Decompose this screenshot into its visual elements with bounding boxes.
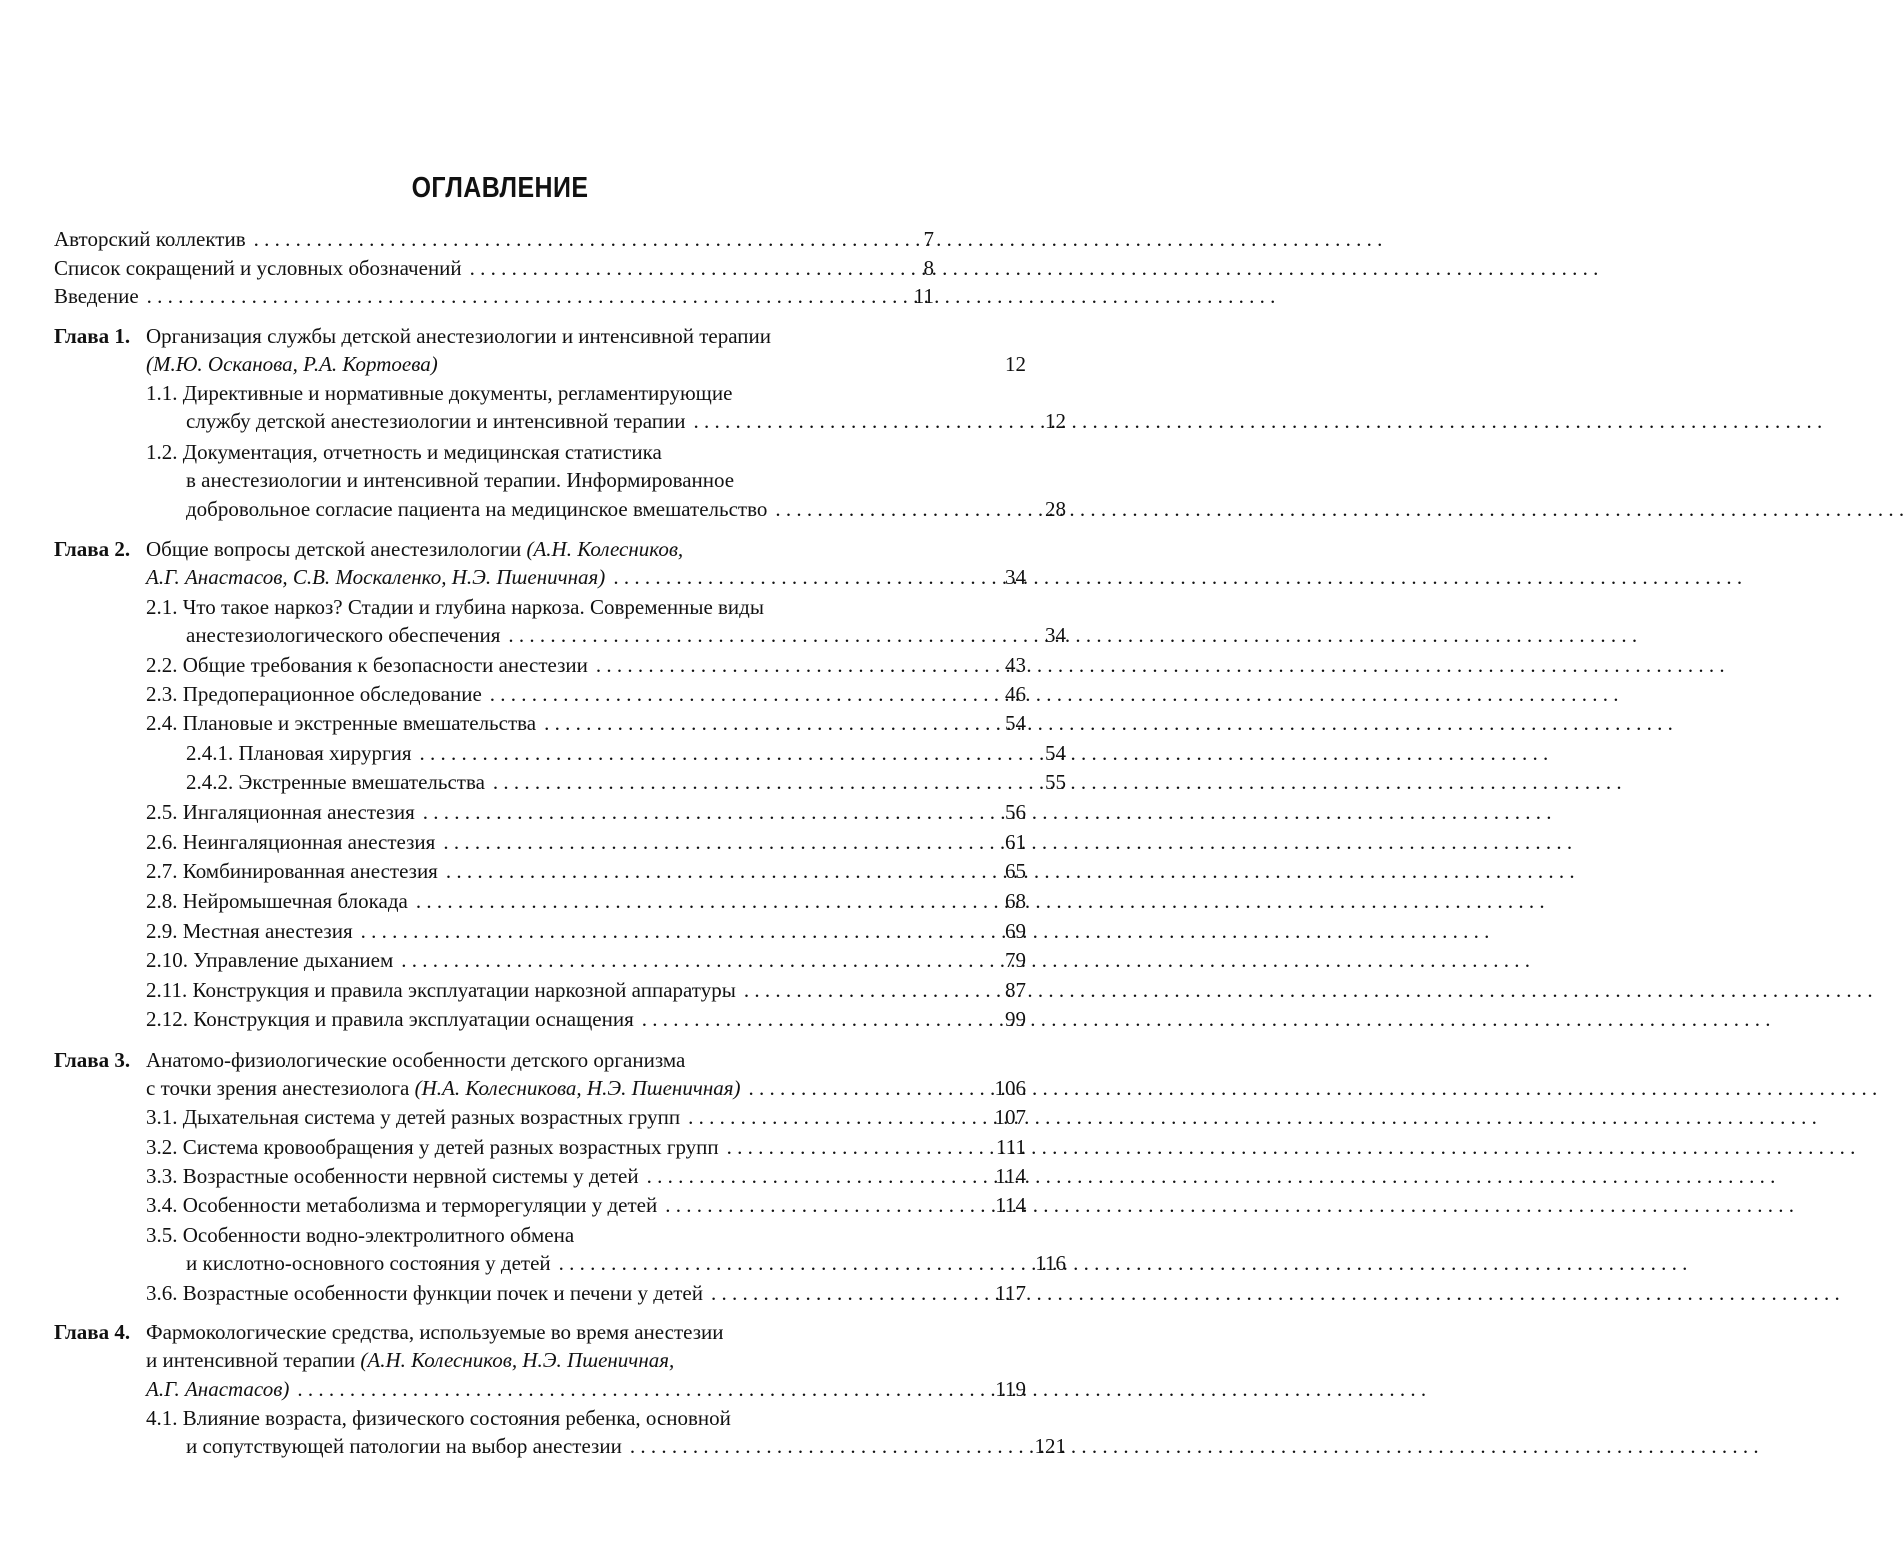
entry-page: 54 (1005, 711, 1026, 735)
section-2-8[interactable] (54, 888, 1026, 915)
chapter-title-cont (146, 1075, 741, 1102)
entry-page: 106 (994, 1076, 1026, 1100)
section-number: 2.3. (146, 682, 178, 706)
section-number: 2.6. (146, 830, 178, 854)
section-title-cont: добровольное согласие пациента на медицинское вмешательство (186, 497, 768, 521)
leader-dots (688, 1104, 982, 1131)
section-entry (146, 1134, 719, 1161)
section-title-cont: и сопутствующей патологии на выбор анестезии (186, 1434, 622, 1458)
section-title: Система кровообращения у детей разных возрастных групп (182, 1135, 719, 1159)
section-entry (186, 740, 412, 767)
toc-entry-abbreviations[interactable] (54, 255, 934, 282)
leader-dots (665, 1192, 982, 1219)
chapter-4-authors-line[interactable] (54, 1376, 1026, 1403)
section-title: Плановая хирургия (238, 741, 412, 765)
section-1-1-line2[interactable] (54, 408, 1066, 435)
section-number: 2.11. (146, 978, 188, 1002)
chapter-authors: (М.Ю. Осканова, Р.А. Кортоева) (146, 352, 438, 376)
chapter-label: Глава 3. (54, 1048, 131, 1072)
leader-dots (744, 977, 982, 1004)
section-3-5-line2[interactable] (54, 1250, 1066, 1277)
entry-page: 116 (1035, 1251, 1066, 1275)
section-entry (146, 1104, 680, 1131)
section-2-3[interactable] (54, 681, 1026, 708)
section-1-1-line1[interactable] (54, 380, 1026, 407)
section-entry (186, 769, 485, 796)
section-number: 4.1. (146, 1406, 178, 1430)
section-number: 3.6. (146, 1281, 178, 1305)
section-number: 2.9. (146, 919, 178, 943)
section-title: Конструкция и правила эксплуатации оснащения (193, 1007, 634, 1031)
entry-page: 121 (1034, 1434, 1066, 1458)
entry-title: Введение (54, 284, 139, 308)
chapter-authors: (Н.А. Колесникова, Н.Э. Пшеничная) (414, 1076, 741, 1100)
entry-page: 11 (913, 284, 934, 308)
section-entry (146, 652, 588, 679)
section-1-2-line3[interactable] (54, 496, 1066, 523)
chapter-3-heading[interactable] (54, 1047, 934, 1074)
leader-dots (647, 1163, 982, 1190)
section-entry (146, 710, 536, 737)
chapter-authors: (А.Н. Колесников, Н.Э. Пшеничная, (360, 1348, 675, 1372)
leader-dots (493, 769, 1022, 796)
section-3-6[interactable] (54, 1280, 1026, 1307)
entry-page: 107 (994, 1105, 1026, 1129)
section-4-1-line1[interactable] (54, 1405, 1026, 1432)
section-entry (146, 858, 438, 885)
section-number: 3.4. (146, 1193, 178, 1217)
chapter-authors: (А.Н. Колесников, (526, 537, 684, 561)
leader-dots (775, 496, 1022, 523)
section-entry (146, 799, 415, 826)
leader-dots (401, 947, 982, 974)
section-number: 2.4.2. (186, 770, 234, 794)
section-number: 2.10. (146, 948, 188, 972)
section-1-2-line2[interactable] (54, 467, 1066, 494)
section-entry (146, 947, 393, 974)
section-4-1-line2[interactable] (54, 1433, 1066, 1460)
entry-page: 54 (1045, 741, 1066, 765)
section-title: Документация, отчетность и медицинская статистика (182, 440, 662, 464)
leader-dots (297, 1376, 982, 1403)
section-number: 2.12. (146, 1007, 188, 1031)
chapter-label: Глава 2. (54, 537, 131, 561)
section-title: Влияние возраста, физического состояния ребенка, основной (182, 1406, 731, 1430)
leader-dots (470, 255, 890, 282)
entry-title: Список сокращений и условных обозначений (54, 256, 462, 280)
entry-title: Авторский коллектив (54, 227, 246, 251)
entry-page: 87 (1005, 978, 1026, 1002)
section-title: Особенности водно-электролитного обмена (182, 1223, 575, 1247)
leader-dots (596, 652, 982, 679)
entry-page: 68 (1005, 889, 1026, 913)
chapter-2-authors-line[interactable] (54, 564, 1026, 591)
section-number: 2.5. (146, 800, 178, 824)
section-number: 3.1. (146, 1105, 178, 1129)
leader-dots (642, 1006, 982, 1033)
section-title: Возрастные особенности нервной системы у детей (182, 1164, 639, 1188)
chapter-4-title-line2[interactable] (54, 1347, 1026, 1374)
entry-page: 111 (996, 1135, 1026, 1159)
section-title-cont: анестезиологического обеспечения (186, 623, 501, 647)
chapter-title: Общие вопросы детской анестезилологии (146, 537, 522, 561)
section-title: Ингаляционная анестезия (182, 800, 415, 824)
entry-page: 114 (995, 1193, 1026, 1217)
entry-page: 7 (923, 227, 934, 251)
chapter-3-authors-line[interactable] (54, 1075, 1026, 1102)
entry-page: 99 (1005, 1007, 1026, 1031)
section-number: 2.2. (146, 653, 178, 677)
section-title: Плановые и экстренные вмешательства (182, 711, 537, 735)
leader-dots (559, 1250, 1022, 1277)
leader-dots (443, 829, 982, 856)
section-3-4[interactable] (54, 1192, 1026, 1219)
leader-dots (361, 918, 982, 945)
section-title: Что такое наркоз? Стадии и глубина наркоза. Современные виды (182, 595, 764, 619)
entry-page: 56 (1005, 800, 1026, 824)
section-2-5[interactable] (54, 799, 1026, 826)
section-number: 1.1. (146, 381, 178, 405)
leader-dots (749, 1075, 982, 1102)
entry-page: 8 (923, 256, 934, 280)
chapter-title: Фармокологические средства, используемые во время анестезии (146, 1320, 724, 1344)
section-3-2[interactable] (54, 1134, 1026, 1161)
section-2-7[interactable] (54, 858, 1026, 885)
section-title: Конструкция и правила эксплуатации наркозной аппаратуры (192, 978, 736, 1002)
section-title: Нейромышечная блокада (182, 889, 408, 913)
section-entry (146, 1280, 703, 1307)
entry-page: 28 (1045, 497, 1066, 521)
leader-dots (630, 1433, 1022, 1460)
section-title-cont: службу детской анестезиологии и интенсивной терапии (186, 409, 686, 433)
section-title: Возрастные особенности функции почек и печени у детей (182, 1281, 703, 1305)
entry-page: 43 (1005, 653, 1026, 677)
chapter-4-heading[interactable] (54, 1319, 934, 1346)
leader-dots (423, 799, 982, 826)
section-2-1-line2[interactable] (54, 622, 1066, 649)
chapter-1-heading[interactable] (54, 323, 934, 350)
section-entry (146, 1006, 634, 1033)
section-number: 1.2. (146, 440, 178, 464)
entry-page: 79 (1005, 948, 1026, 972)
section-title: Управление дыханием (193, 948, 394, 972)
leader-dots (147, 283, 890, 310)
section-title-cont: в анестезиологии и интенсивной терапии. Информированное (186, 468, 735, 492)
section-3-3[interactable] (54, 1163, 1026, 1190)
leader-dots (490, 681, 982, 708)
chapter-label: Глава 1. (54, 324, 131, 348)
section-2-4-2[interactable] (54, 769, 1066, 796)
section-title: Комбинированная анестезия (182, 859, 438, 883)
chapter-title: Анатомо-физиологические особенности детского организма (146, 1048, 686, 1072)
section-entry (146, 681, 482, 708)
section-entry (146, 888, 408, 915)
entry-page: 46 (1005, 682, 1026, 706)
chapter-authors: А.Г. Анастасов, С.В. Москаленко, Н.Э. Пшеничная) (146, 565, 606, 589)
section-title: Дыхательная система у детей разных возрастных групп (182, 1105, 681, 1129)
section-number: 2.7. (146, 859, 178, 883)
entry-page: 114 (995, 1164, 1026, 1188)
section-2-4[interactable] (54, 710, 1026, 737)
section-title: Особенности метаболизма и терморегуляции у детей (182, 1193, 658, 1217)
chapter-title: Организация службы детской анестезиологии и интенсивной терапии (146, 324, 771, 348)
entry-page: 12 (1005, 352, 1026, 376)
leader-dots (446, 858, 982, 885)
chapter-label: Глава 4. (54, 1320, 131, 1344)
leader-dots (420, 740, 1022, 767)
leader-dots (694, 408, 1023, 435)
section-2-4-1[interactable] (54, 740, 1066, 767)
section-entry (146, 977, 736, 1004)
section-title: Местная анестезия (182, 919, 353, 943)
leader-dots (613, 564, 982, 591)
chapter-title-line2: и интенсивной терапии (146, 1348, 356, 1372)
leader-dots (254, 226, 890, 253)
entry-page: 34 (1045, 623, 1066, 647)
chapter-2-heading[interactable] (54, 536, 934, 563)
entry-page: 117 (995, 1281, 1026, 1305)
section-title: Директивные и нормативные документы, регламентирующие (182, 381, 733, 405)
section-number: 2.1. (146, 595, 178, 619)
leader-dots (711, 1280, 982, 1307)
entry-page: 55 (1045, 770, 1066, 794)
section-2-10[interactable] (54, 947, 1026, 974)
chapter-1-authors-line[interactable] (54, 351, 1026, 378)
entry-page: 61 (1005, 830, 1026, 854)
leader-dots (508, 622, 1022, 649)
entry-page: 65 (1005, 859, 1026, 883)
section-2-12[interactable] (54, 1006, 1026, 1033)
leader-dots (416, 888, 982, 915)
section-title-cont: и кислотно-основного состояния у детей (186, 1251, 551, 1275)
section-entry (146, 1163, 639, 1190)
section-2-11[interactable] (54, 977, 1026, 1004)
section-2-1-line1[interactable] (54, 594, 1026, 621)
entry-page: 12 (1045, 409, 1066, 433)
toc-entry-introduction[interactable] (54, 283, 934, 310)
section-number: 3.2. (146, 1135, 178, 1159)
section-2-6[interactable] (54, 829, 1026, 856)
section-entry (146, 829, 435, 856)
entry-page: 69 (1005, 919, 1026, 943)
section-entry (146, 1192, 657, 1219)
section-title: Общие требования к безопасности анестезии (182, 653, 588, 677)
section-2-2[interactable] (54, 652, 1026, 679)
section-number: 2.4. (146, 711, 178, 735)
leader-dots (544, 710, 982, 737)
section-entry (146, 918, 353, 945)
section-3-5-line1[interactable] (54, 1222, 1026, 1249)
section-number: 2.4.1. (186, 741, 234, 765)
section-title: Экстренные вмешательства (238, 770, 485, 794)
section-title: Неингаляционная анестезия (182, 830, 436, 854)
section-1-2-line1[interactable] (54, 439, 1026, 466)
chapter-authors: А.Г. Анастасов) (146, 1377, 290, 1401)
chapter-title-line2: с точки зрения анестезиолога (146, 1076, 410, 1100)
section-3-1[interactable] (54, 1104, 1026, 1131)
entry-page: 34 (1005, 565, 1026, 589)
section-title: Предоперационное обследование (182, 682, 482, 706)
page-title: ОГЛАВЛЕНИЕ (411, 172, 589, 204)
leader-dots (727, 1134, 982, 1161)
section-number: 3.5. (146, 1223, 178, 1247)
section-number: 2.8. (146, 889, 178, 913)
entry-page: 119 (995, 1377, 1026, 1401)
section-number: 3.3. (146, 1164, 178, 1188)
toc-entry-authors[interactable] (54, 226, 934, 253)
section-2-9[interactable] (54, 918, 1026, 945)
